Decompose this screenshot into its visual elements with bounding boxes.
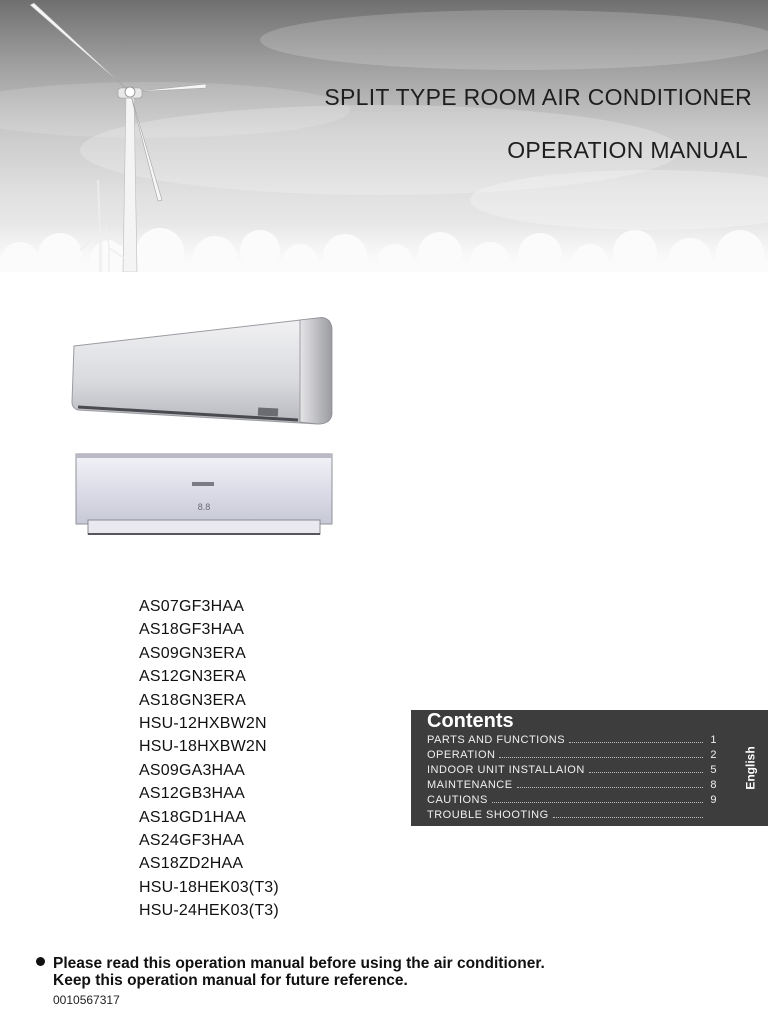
language-label: English — [744, 746, 758, 790]
toc-entry[interactable] — [427, 764, 717, 779]
model-item: AS09GN3ERA — [139, 644, 246, 662]
model-list — [139, 595, 279, 922]
model-item: AS09GA3HAA — [139, 761, 246, 779]
header-banner — [0, 0, 768, 272]
model-item: AS24GF3HAA — [139, 831, 245, 849]
document-number: 0010567317 — [53, 993, 120, 1007]
toc-entry[interactable] — [427, 809, 717, 824]
toc-entry-label: OPERATION — [427, 749, 496, 761]
table-of-contents — [427, 734, 717, 824]
toc-leader-dots — [492, 802, 703, 803]
toc-entry-page: 1 — [710, 734, 717, 746]
notice-line-1: Please read this operation manual before using the air conditioner. — [53, 955, 545, 972]
model-item: AS18GF3HAA — [139, 621, 245, 639]
model-item: AS12GB3HAA — [139, 785, 246, 803]
toc-entry[interactable] — [427, 734, 717, 749]
document-subtitle: OPERATION MANUAL — [507, 137, 748, 163]
toc-entry-page: 5 — [710, 764, 717, 776]
model-item: HSU-12HXBW2N — [139, 714, 267, 732]
toc-leader-dots — [553, 817, 703, 818]
toc-entry[interactable] — [427, 779, 717, 794]
contents-heading: Contents — [427, 710, 514, 732]
model-item: AS18ZD2HAA — [139, 855, 244, 873]
display-readout: 8.8 — [197, 502, 211, 512]
model-item: AS18GD1HAA — [139, 808, 246, 826]
reading-notice — [36, 955, 545, 989]
indoor-unit-front-image — [74, 452, 334, 538]
toc-entry-label: PARTS AND FUNCTIONS — [427, 734, 566, 746]
model-item: HSU-24HEK03(T3) — [139, 902, 279, 920]
toc-entry[interactable] — [427, 749, 717, 764]
toc-entry[interactable] — [427, 794, 717, 809]
notice-line-2: Keep this operation manual for future reference. — [53, 972, 408, 989]
model-item: HSU-18HXBW2N — [139, 738, 267, 756]
model-item: HSU-18HEK03(T3) — [139, 878, 279, 896]
model-item: AS12GN3ERA — [139, 668, 246, 686]
toc-entry-page: 8 — [710, 779, 717, 791]
sky-turbine-illustration — [0, 0, 768, 272]
toc-entry-page: 9 — [710, 794, 717, 806]
toc-leader-dots — [499, 757, 703, 758]
model-item: AS07GF3HAA — [139, 598, 245, 615]
document-title: SPLIT TYPE ROOM AIR CONDITIONER — [324, 84, 752, 110]
toc-leader-dots — [589, 772, 703, 773]
toc-entry-label: CAUTIONS — [427, 794, 488, 806]
toc-leader-dots — [517, 787, 703, 788]
indoor-unit-side-image — [68, 310, 338, 430]
model-item: AS18GN3ERA — [139, 691, 246, 709]
bullet-icon — [36, 957, 45, 966]
toc-entry-label: INDOOR UNIT INSTALLAION — [427, 764, 585, 776]
language-tab — [731, 748, 768, 788]
toc-entry-page: 2 — [710, 749, 717, 761]
toc-entry-label: MAINTENANCE — [427, 779, 513, 791]
toc-leader-dots — [569, 742, 703, 743]
toc-entry-label: TROUBLE SHOOTING — [427, 809, 549, 821]
contents-box — [411, 710, 768, 826]
